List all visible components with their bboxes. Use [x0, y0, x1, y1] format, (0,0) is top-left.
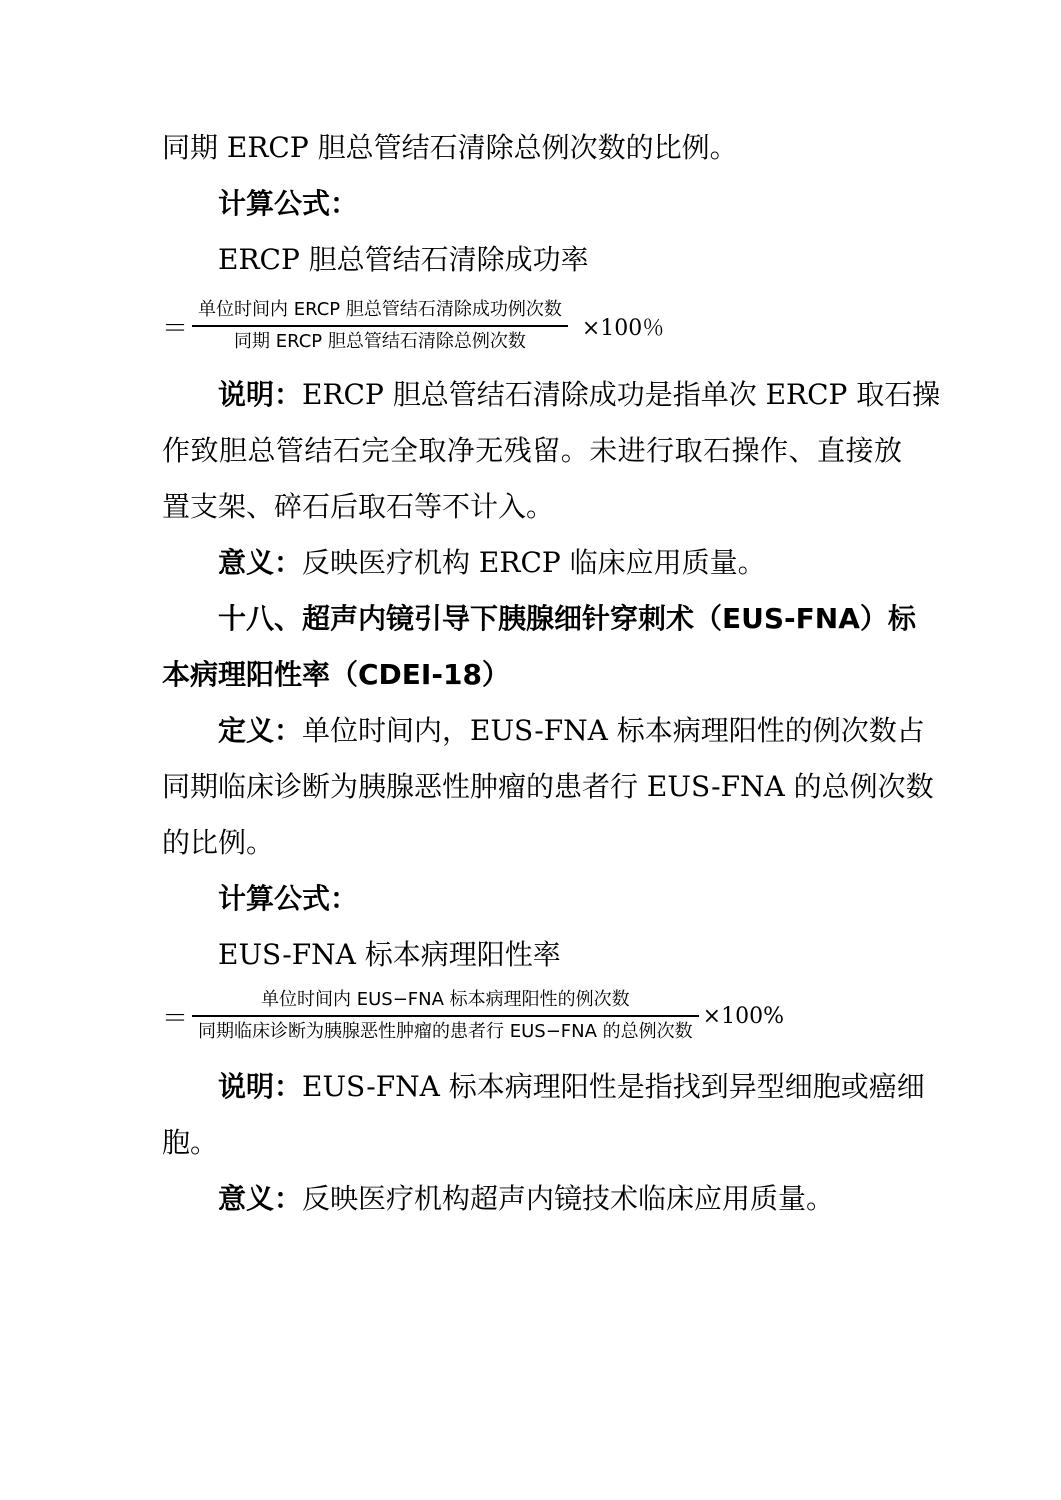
- formula-label: 计算公式：: [218, 882, 359, 915]
- definition-paragraph-line: [218, 713, 925, 749]
- section-heading: 十八、超声内镜引导下胰腺细针穿刺术（EUS-FNA）标: [218, 602, 916, 635]
- numerator: 单位时间内 EUS−FNA 标本病理阳性的例次数: [261, 989, 630, 1010]
- note-text: EUS-FNA 标本病理阳性是指找到异型细胞或癌细: [302, 1070, 925, 1103]
- note-paragraph-line: [218, 1069, 925, 1105]
- multiplier: ×100％: [581, 315, 665, 341]
- denominator: 同期 ERCP 胆总管结石清除总例次数: [234, 331, 526, 352]
- fraction: [192, 298, 568, 354]
- fraction: [192, 988, 699, 1044]
- formula-title: EUS-FNA 标本病理阳性率: [218, 938, 561, 971]
- fraction-bar: [192, 1015, 699, 1017]
- note-label: 说明：: [218, 1070, 303, 1103]
- formula-title: ERCP 胆总管结石清除成功率: [218, 243, 589, 276]
- meaning-paragraph: [218, 545, 902, 581]
- section-heading: 本病理阳性率（CDEI-18）: [162, 658, 510, 691]
- formula-label: 计算公式：: [218, 187, 359, 220]
- denominator: 同期临床诊断为胰腺恶性肿瘤的患者行 EUS−FNA 的总例次数: [198, 1021, 693, 1042]
- meaning-text: 反映医疗机构超声内镜技术临床应用质量。: [302, 1182, 835, 1215]
- body-text-line: 同期 ERCP 胆总管结石清除总例次数的比例。: [162, 131, 738, 164]
- note-paragraph-line: 胞。: [162, 1126, 219, 1159]
- definition-text: 单位时间内，EUS-FNA 标本病理阳性的例次数占: [302, 714, 925, 747]
- formula-ercp: [162, 298, 664, 354]
- equals-sign: ＝: [162, 1003, 189, 1034]
- meaning-label: 意义：: [218, 1182, 303, 1215]
- meaning-paragraph: [218, 1181, 902, 1217]
- definition-label: 定义：: [218, 714, 303, 747]
- multiplier: ×100%: [702, 1003, 784, 1029]
- note-label: 说明：: [218, 378, 303, 411]
- meaning-text: 反映医疗机构 ERCP 临床应用质量。: [302, 546, 766, 579]
- equals-sign: ＝: [162, 313, 189, 344]
- formula-eus-fna: [162, 988, 784, 1044]
- note-text: ERCP 胆总管结石清除成功是指单次 ERCP 取石操: [302, 378, 941, 411]
- numerator: 单位时间内 ERCP 胆总管结石清除成功例次数: [198, 299, 562, 320]
- note-paragraph-line: [218, 377, 941, 413]
- definition-paragraph-line: 的比例。: [162, 826, 275, 859]
- fraction-bar: [192, 325, 568, 327]
- note-paragraph-line: 作致胆总管结石完全取净无残留。未进行取石操作、直接放: [162, 434, 902, 467]
- meaning-label: 意义：: [218, 546, 303, 579]
- note-paragraph-line: 置支架、碎石后取石等不计入。: [162, 490, 555, 523]
- definition-paragraph-line: 同期临床诊断为胰腺恶性肿瘤的患者行 EUS-FNA 的总例次数: [162, 770, 934, 803]
